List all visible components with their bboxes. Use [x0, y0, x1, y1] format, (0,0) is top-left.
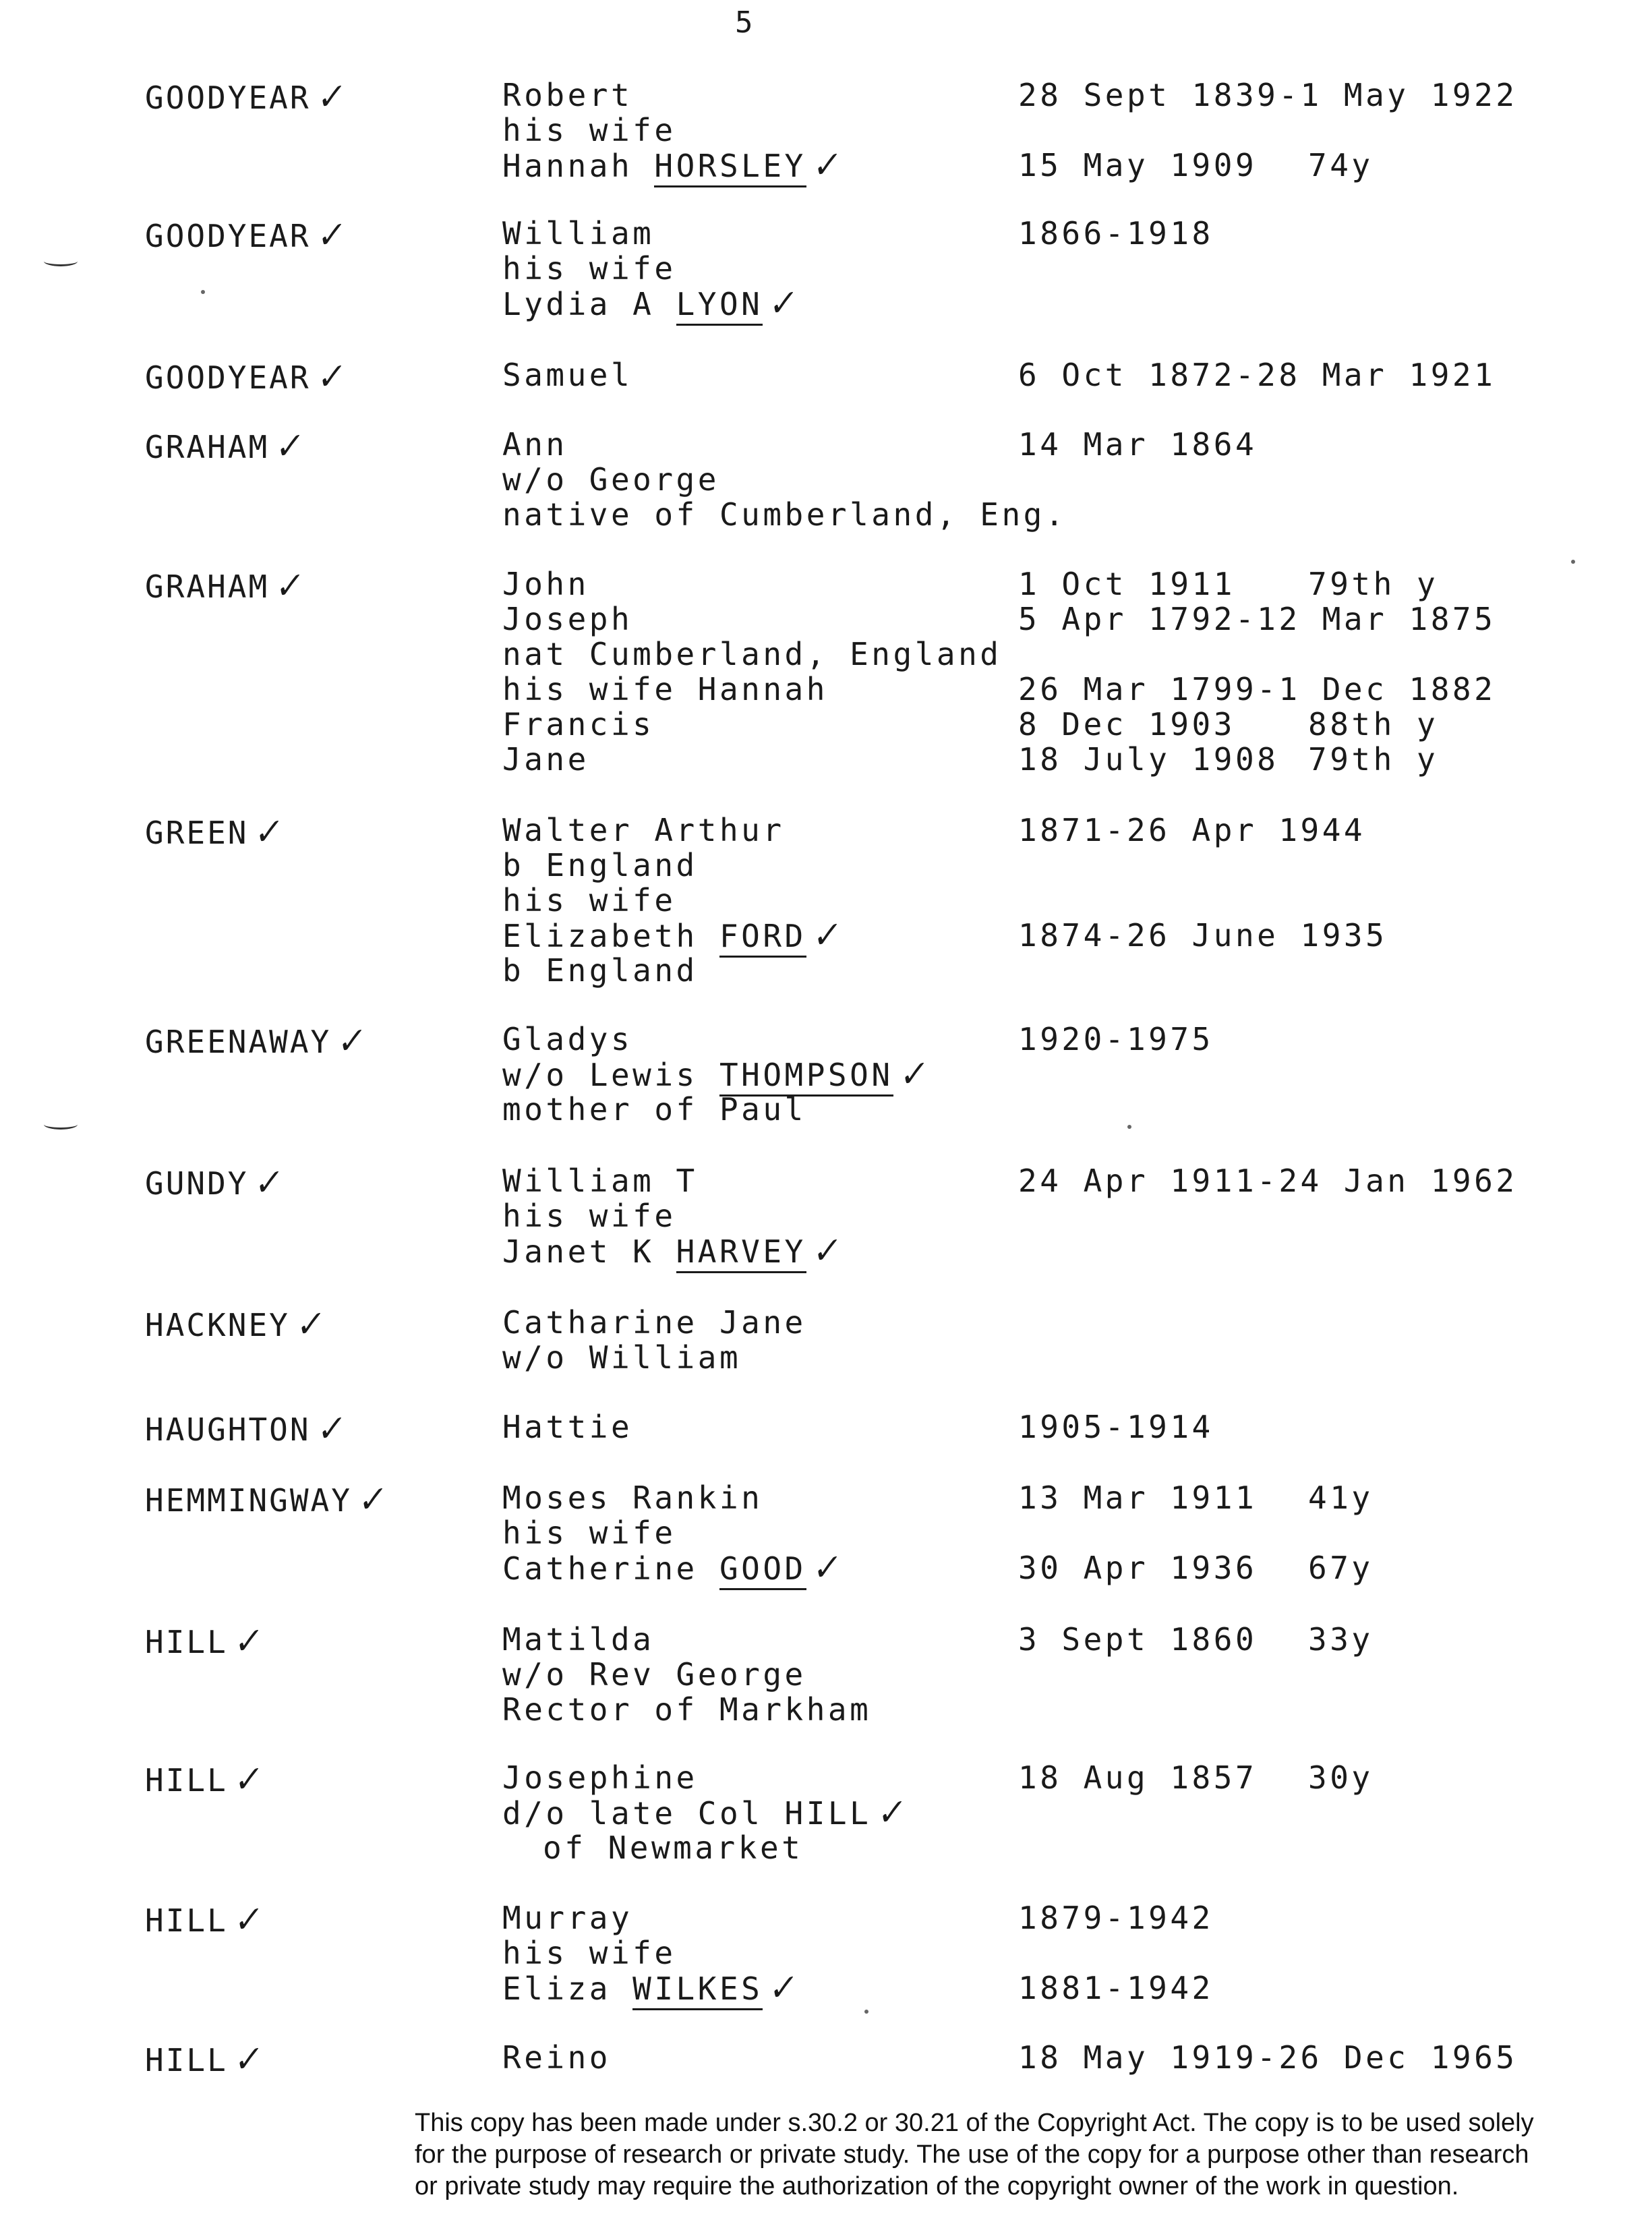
name-line: Walter Arthur [502, 812, 785, 848]
name-line: Matilda [502, 1621, 655, 1658]
underlined-surname: HORSLEY [654, 148, 806, 187]
name-line: nat Cumberland, England [502, 636, 1002, 672]
check-mark-icon: ✓ [312, 76, 346, 119]
check-mark-icon: ✓ [353, 1478, 387, 1521]
surname: HILL [145, 1624, 228, 1660]
name-line: Catharine Jane [502, 1304, 806, 1341]
check-mark-icon: ✓ [764, 282, 798, 325]
underlined-surname: THOMPSON [719, 1057, 893, 1097]
age-text: 30y [1308, 1759, 1374, 1796]
date-line [1018, 1022, 1214, 1057]
date-text: 1 Oct 1911 [1018, 566, 1235, 602]
name-line: his wife [502, 250, 676, 287]
date-text: 18 July 1908 [1018, 741, 1279, 778]
name-line: Moses Rankin [502, 1480, 763, 1516]
date-line [1018, 637, 1496, 672]
copyright-notice [415, 2107, 1649, 2202]
date-line [1018, 1970, 1214, 2006]
check-mark-icon: ✓ [229, 1898, 263, 1941]
surname: HACKNEY [145, 1307, 290, 1343]
name-line: native of Cumberland, Eng. [502, 496, 1067, 533]
check-mark-icon: ✓ [249, 1161, 284, 1204]
date-line [1018, 113, 1517, 148]
date-text: 18 Aug 1857 [1018, 1759, 1258, 1796]
date-line [1018, 883, 1387, 918]
date-text: 18 May 1919-26 Dec 1965 [1018, 2039, 1518, 2076]
date-text: 5 Apr 1792-12 Mar 1875 [1018, 601, 1496, 637]
name-line: Francis [502, 706, 655, 742]
name-line [502, 914, 842, 957]
underlined-surname: LYON [676, 286, 763, 326]
name-line: Joseph [502, 601, 633, 637]
name-line: Josephine [502, 1759, 698, 1796]
name-line [502, 1053, 928, 1096]
name-line: William [502, 215, 655, 252]
age-text: 74y [1308, 147, 1374, 183]
date-line [1018, 1515, 1257, 1550]
date-text: 1905-1914 [1018, 1409, 1214, 1445]
date-line [1018, 1163, 1517, 1198]
margin-mark-icon [44, 256, 78, 266]
name-line: Hattie [502, 1409, 633, 1445]
name-line: Ann [502, 426, 568, 463]
age-text: 79th y [1308, 566, 1439, 602]
surname: GOODYEAR [145, 218, 311, 254]
date-text: 3 Sept 1860 [1018, 1621, 1258, 1658]
name-line: his wife Hannah [502, 671, 828, 707]
name-line: his wife [502, 1515, 676, 1551]
check-mark-icon: ✓ [332, 1020, 366, 1063]
name-line: his wife [502, 112, 676, 148]
surname: HILL [145, 1902, 228, 1939]
check-mark-icon: ✓ [312, 214, 346, 257]
age-text: 88th y [1308, 706, 1439, 742]
name-text: w/o Lewis [502, 1057, 719, 1093]
date-line [1018, 357, 1496, 392]
name-line [502, 282, 798, 325]
date-text: 1874-26 June 1935 [1018, 917, 1388, 954]
date-line [1018, 742, 1496, 777]
name-line [502, 1229, 842, 1273]
surname: GREEN [145, 815, 249, 851]
name-line: w/o Rev George [502, 1656, 806, 1693]
date-text: 15 May 1909 [1018, 147, 1258, 183]
date-text: 13 Mar 1911 [1018, 1480, 1258, 1516]
age-text: 33y [1308, 1621, 1374, 1658]
date-text: 1920-1975 [1018, 1021, 1214, 1057]
name-line: Rector of Markham [502, 1691, 872, 1728]
copyright-line: or private study may require the authorization of the copyright owner of the work in question. [415, 2172, 1459, 2200]
date-line [1018, 1409, 1214, 1444]
date-line [1018, 672, 1496, 707]
name-text: Lydia A [502, 286, 676, 322]
name-line: Samuel [502, 357, 633, 393]
name-line: his wife [502, 882, 676, 918]
date-text: 30 Apr 1936 [1018, 1550, 1258, 1586]
name-text: d/o late Col HILL [502, 1795, 872, 1832]
surname: GRAHAM [145, 568, 270, 605]
check-mark-icon: ✓ [807, 1229, 842, 1273]
date-line [1018, 1550, 1374, 1586]
check-mark-icon: ✓ [312, 355, 346, 399]
speck-icon [1571, 560, 1575, 564]
check-mark-icon: ✓ [764, 1966, 798, 2010]
check-mark-icon: ✓ [807, 914, 842, 957]
date-line [1018, 1480, 1374, 1516]
underlined-surname: FORD [719, 918, 806, 958]
age-text: 67y [1308, 1550, 1374, 1586]
underlined-surname: GOOD [719, 1550, 806, 1590]
date-text: 6 Oct 1872-28 Mar 1921 [1018, 357, 1496, 393]
date-line [1018, 602, 1496, 637]
margin-mark-icon [44, 1119, 78, 1130]
name-text: Janet K [502, 1233, 676, 1270]
surname: HILL [145, 2042, 228, 2078]
name-line [502, 1546, 842, 1589]
name-line: Murray [502, 1900, 633, 1936]
name-line: his wife [502, 1935, 676, 1971]
name-line: Reino [502, 2039, 611, 2076]
name-line: b England [502, 952, 698, 989]
check-mark-icon: ✓ [873, 1791, 907, 1834]
name-line [502, 144, 842, 187]
surname: GUNDY [145, 1165, 249, 1202]
date-line [1018, 2040, 1517, 2075]
surname: HAUGHTON [145, 1411, 311, 1448]
date-line [1018, 78, 1517, 113]
check-mark-icon: ✓ [807, 1546, 842, 1589]
date-text: 1881-1942 [1018, 1970, 1214, 2006]
surname: GOODYEAR [145, 80, 311, 116]
name-text: Catherine [502, 1550, 719, 1587]
date-text: 1871-26 Apr 1944 [1018, 812, 1366, 848]
underlined-surname: WILKES [632, 1970, 763, 2010]
speck-icon [1127, 1125, 1131, 1129]
date-line [1018, 1759, 1374, 1796]
date-line [1018, 918, 1387, 953]
date-line [1018, 707, 1496, 742]
underlined-surname: HARVEY [676, 1233, 806, 1273]
surname: GRAHAM [145, 429, 270, 465]
name-line: Gladys [502, 1021, 633, 1057]
name-text: Eliza [502, 1970, 633, 2007]
check-mark-icon: ✓ [270, 564, 304, 608]
check-mark-icon: ✓ [894, 1053, 928, 1096]
date-line [1018, 566, 1496, 602]
date-line [1018, 1935, 1214, 1970]
name-line: his wife [502, 1198, 676, 1234]
age-text: 41y [1308, 1480, 1374, 1516]
copyright-line: This copy has been made under s.30.2 or 30.21 of the Copyright Act. The copy is to be used solely [415, 2109, 1534, 2137]
date-text: 1866-1918 [1018, 215, 1214, 252]
date-line [1018, 148, 1517, 183]
name-line: w/o George [502, 461, 719, 498]
date-text: 1879-1942 [1018, 1900, 1214, 1936]
check-mark-icon: ✓ [249, 811, 284, 854]
name-line: John [502, 566, 589, 602]
date-line [1018, 427, 1257, 462]
check-mark-icon: ✓ [229, 1620, 263, 1663]
name-line [502, 1791, 907, 1834]
date-text: 24 Apr 1911-24 Jan 1962 [1018, 1163, 1518, 1199]
date-text: 8 Dec 1903 [1018, 706, 1235, 742]
check-mark-icon: ✓ [291, 1303, 325, 1346]
date-line [1018, 813, 1387, 848]
date-line [1018, 216, 1214, 251]
surname: GOODYEAR [145, 359, 311, 396]
check-mark-icon: ✓ [229, 1758, 263, 1801]
speck-icon [864, 2010, 868, 2014]
speck-icon [201, 290, 205, 294]
date-text: 28 Sept 1839-1 May 1922 [1018, 77, 1518, 113]
surname: GREENAWAY [145, 1024, 332, 1060]
name-line: of Newmarket [543, 1830, 804, 1866]
name-text: Elizabeth [502, 918, 719, 954]
age-text: 79th y [1308, 741, 1439, 778]
check-mark-icon: ✓ [229, 2038, 263, 2081]
name-line: mother of Paul [502, 1091, 806, 1128]
check-mark-icon: ✓ [312, 1407, 346, 1451]
page-number: 5 [735, 5, 753, 40]
name-line: Robert [502, 77, 633, 113]
check-mark-icon: ✓ [807, 144, 842, 187]
check-mark-icon: ✓ [270, 425, 304, 468]
copyright-line: for the purpose of research or private study. The use of the copy for a purpose other than research [415, 2140, 1529, 2169]
date-text: 26 Mar 1799-1 Dec 1882 [1018, 671, 1496, 707]
name-line: b England [502, 847, 698, 883]
date-text: 14 Mar 1864 [1018, 426, 1258, 463]
name-line: w/o William [502, 1339, 742, 1376]
surname: HILL [145, 1762, 228, 1799]
name-line [502, 1966, 798, 2010]
date-line [1018, 848, 1387, 883]
name-line: William T [502, 1163, 698, 1199]
name-line: Jane [502, 741, 589, 778]
date-line [1018, 1621, 1374, 1658]
name-text: Hannah [502, 148, 655, 184]
date-line [1018, 1900, 1214, 1935]
surname: HEMMINGWAY [145, 1482, 352, 1519]
